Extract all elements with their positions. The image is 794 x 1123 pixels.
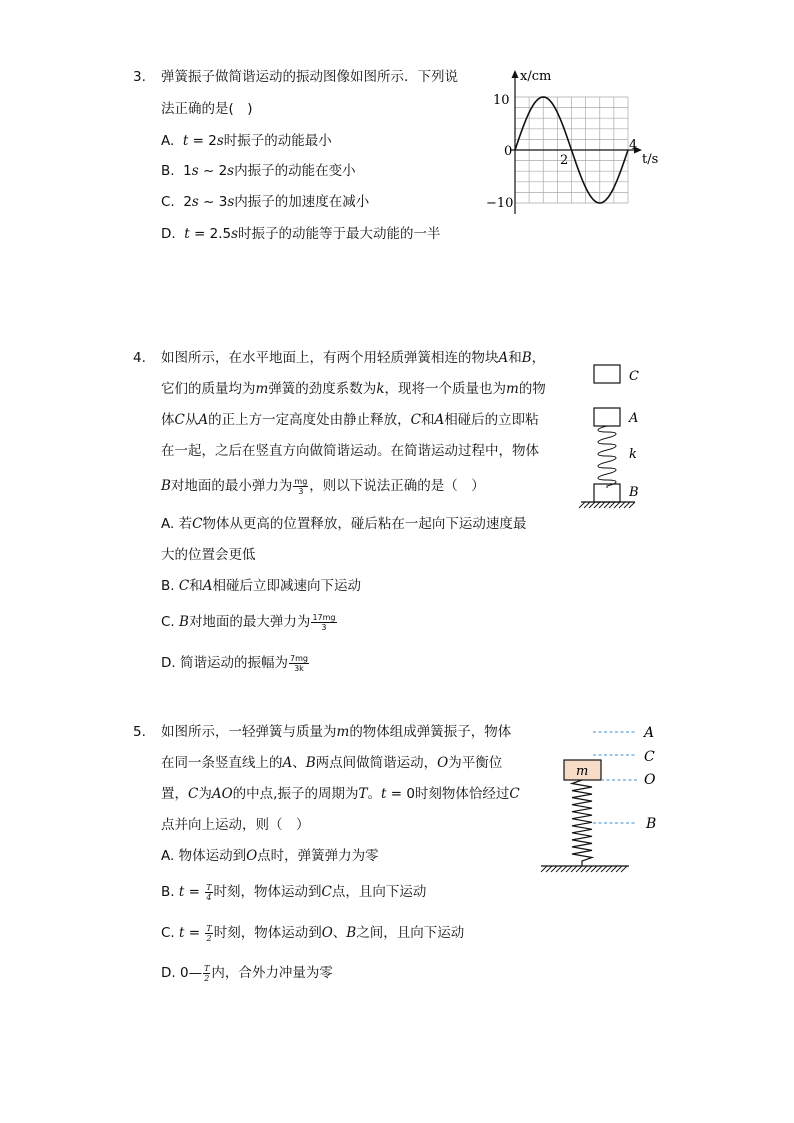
q4-max-force-fraction: $\frac{17mg}{3}$ (312, 612, 336, 632)
q3-option-b[interactable]: B. 1s ~ 2s内振子的动能在变小 (161, 163, 356, 179)
q3-x-tick-2: 2 (560, 153, 569, 168)
q3-vibration-graph (480, 62, 670, 222)
hatch-mark (599, 502, 605, 508)
hatch-mark (616, 866, 622, 872)
q4-option-c[interactable]: C. B对地面的最大弹力为 $\frac{17mg}{3}$ (161, 612, 336, 632)
hatch-mark (624, 502, 630, 508)
q3-y-arrow (512, 70, 519, 78)
q4-option-a[interactable]: A. 若C物体从更高的位置释放，碰后粘在一起向下运动速度最 (161, 516, 527, 532)
q3-option-a[interactable]: A. t = 2s时振子的动能最小 (161, 133, 332, 149)
q4-label-c: C (629, 369, 639, 384)
q4-stem-line5: B对地面的最小弹力为 $\frac{mg}{3}$ ，则以下说法正确的是（ ） (161, 476, 485, 496)
hatch-mark (586, 866, 592, 872)
hatch-mark (589, 502, 595, 508)
q4-amplitude-fraction: $\frac{7mg}{3k}$ (289, 653, 308, 673)
hatch-mark (571, 866, 577, 872)
hatch-mark (601, 866, 607, 872)
hatch-mark (581, 866, 587, 872)
q3-y-tick-10: 10 (493, 93, 510, 108)
q5-spring (572, 780, 592, 866)
hatch-mark (579, 502, 585, 508)
q4-stem-line1: 如图所示，在水平地面上，有两个用轻质弹簧相连的物块A和B， (161, 350, 546, 366)
q5-stem-line2: 在同一条竖直线上的A、B两点间做简谐运动，O为平衡位 (161, 755, 503, 771)
q5-option-d[interactable]: D. 0— $\frac{T}{2}$ 内，合外力冲量为零 (161, 963, 333, 983)
q5-label-b: B (646, 816, 657, 832)
q3-stem-line2: 法正确的是( ) (161, 101, 253, 117)
q5-stem-line3: 置，C为AO的中点,振子的周期为T。t = 0时刻物体恰经过C (161, 786, 520, 802)
q4-block-c (594, 365, 620, 383)
q3-stem-line1: 弹簧振子做简谐运动的振动图像如图所示．下列说 (161, 69, 458, 85)
hatch-mark (629, 502, 635, 508)
q4-label-a: A (629, 411, 639, 426)
q5-label-m: m (576, 764, 589, 779)
q3-option-d[interactable]: D. t = 2.5s时振子的动能等于最大动能的一半 (161, 226, 441, 242)
hatch-mark (621, 866, 627, 872)
hatch-mark (604, 502, 610, 508)
q5-ground-hatching (541, 866, 627, 872)
hatch-mark (619, 502, 625, 508)
hatch-mark (551, 866, 557, 872)
q3-y-tick-0: 0 (504, 144, 513, 159)
q4-label-b: B (629, 485, 639, 500)
q5-label-a: A (644, 725, 655, 741)
q5-c-fraction: $\frac{T}{2}$ (206, 923, 212, 943)
hatch-mark (541, 866, 547, 872)
q5-figure (535, 720, 670, 880)
q5-stem-line1: 如图所示，一轻弹簧与质量为m的物体组成弹簧振子，物体 (161, 724, 512, 740)
hatch-mark (546, 866, 552, 872)
q4-block-a (594, 408, 620, 426)
q4-stem-line3: 体C从A的正上方一定高度处由静止释放，C和A相碰后的立即粘 (161, 412, 539, 428)
q4-ground-hatching (579, 502, 635, 508)
q5-number: 5. (133, 724, 146, 740)
q3-x-axis-label: t/s (642, 152, 659, 167)
hatch-mark (556, 866, 562, 872)
hatch-mark (594, 502, 600, 508)
q3-y-axis-label: x/cm (520, 69, 552, 84)
q4-stem-line4: 在一起，之后在竖直方向做简谐运动。在简谐运动过程中，物体 (161, 443, 539, 459)
hatch-mark (584, 502, 590, 508)
hatch-mark (606, 866, 612, 872)
hatch-mark (609, 502, 615, 508)
q5-option-c[interactable]: C. t = $\frac{T}{2}$ 时刻，物体运动到O、B之间，且向下运动 (161, 923, 465, 943)
q5-option-a[interactable]: A. 物体运动到O点时，弹簧弹力为零 (161, 848, 379, 864)
q4-option-d[interactable]: D. 简谐运动的振幅为 $\frac{7mg}{3k}$ (161, 653, 308, 673)
hatch-mark (576, 866, 582, 872)
q5-d-fraction: $\frac{T}{2}$ (204, 963, 210, 983)
q5-label-c: C (644, 749, 655, 765)
q4-stem-line2: 它们的质量均为m弹簧的劲度系数为k，现将一个质量也为m的物 (161, 381, 546, 397)
hatch-mark (611, 866, 617, 872)
q4-figure (575, 360, 655, 515)
q3-number: 3. (133, 69, 146, 85)
q4-label-k: k (629, 447, 637, 462)
q4-min-force-fraction: $\frac{mg}{3}$ (294, 476, 308, 496)
q3-x-tick-4: 4 (629, 138, 638, 153)
q4-spring (598, 426, 616, 488)
q3-option-c[interactable]: C. 2s ~ 3s内振子的加速度在减小 (161, 194, 370, 210)
q4-option-b[interactable]: B. C和A相碰后立即减速向下运动 (161, 578, 361, 594)
q5-option-b[interactable]: B. t = $\frac{T}{4}$ 时刻，物体运动到C点，且向下运动 (161, 882, 427, 902)
hatch-mark (591, 866, 597, 872)
q5-label-o: O (644, 772, 656, 788)
hatch-mark (596, 866, 602, 872)
q4-number: 4. (133, 350, 146, 366)
q4-option-a-cont: 大的位置会更低 (161, 547, 256, 563)
hatch-mark (566, 866, 572, 872)
q3-y-tick-neg10: −10 (486, 196, 514, 211)
hatch-mark (614, 502, 620, 508)
q5-stem-line4: 点并向上运动，则（ ） (161, 817, 310, 833)
q5-b-fraction: $\frac{T}{4}$ (206, 882, 212, 902)
hatch-mark (561, 866, 567, 872)
